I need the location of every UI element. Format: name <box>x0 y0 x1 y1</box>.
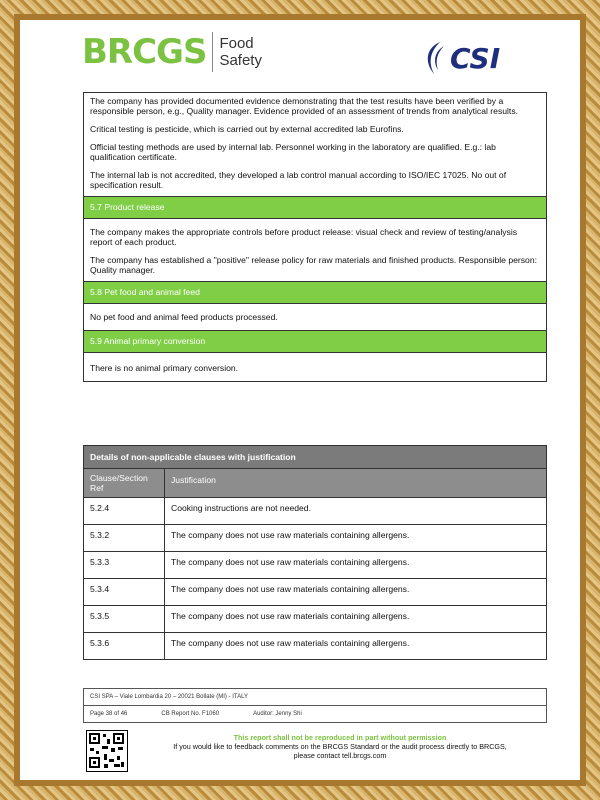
notice-bold: This report shall not be reproduced in part without permission <box>233 733 447 742</box>
non-applicable-title: Details of non-applicable clauses with justification <box>84 446 546 469</box>
clause-ref: 5.2.4 <box>84 498 165 524</box>
clause-justification: The company does not use raw materials containing allergens. <box>171 557 410 567</box>
clause-ref: 5.3.6 <box>84 633 165 659</box>
page-number: Page 38 of 46 <box>90 711 128 717</box>
section-5-7-paragraph: The company has established a "positive" release policy for raw materials and finished products. Responsible person: Quality manager. <box>90 255 538 275</box>
clause-justification: Cooking instructions are not needed. <box>171 503 311 513</box>
brcgs-sub-line1: Food <box>219 35 254 52</box>
report-number: CB Report No. F1060 <box>161 711 220 717</box>
table-row <box>84 579 546 606</box>
section-5-8-text: No pet food and animal feed products processed. <box>90 312 278 322</box>
footer-meta <box>84 706 546 722</box>
intro-paragraph: Official testing methods are used by internal lab. Personnel working in the laboratory are qualified. E.g.: lab qualification certificate. <box>90 142 496 162</box>
table-row <box>84 498 546 525</box>
column-header-ref: Clause/Section Ref <box>84 469 165 497</box>
section-5-7-paragraph: The company makes the appropriate controls before product release: visual check and review of testing/analysis report of each product. <box>90 227 518 247</box>
qr-code-icon <box>86 730 128 772</box>
csi-logo-text: CSI <box>450 41 501 75</box>
csi-swoosh-icon <box>420 40 448 76</box>
section-5-7-header: 5.7 Product release <box>84 197 546 219</box>
logo-separator <box>212 32 213 72</box>
non-applicable-table <box>83 445 547 660</box>
clause-justification: The company does not use raw materials containing allergens. <box>171 611 410 621</box>
notice-line1: If you would like to feedback comments on the BRCGS Standard or the audit process directly to BRCGS, <box>173 742 507 751</box>
clause-ref: 5.3.3 <box>84 552 165 578</box>
section-5-7-body <box>84 219 546 282</box>
csi-logo <box>420 40 500 76</box>
document-page <box>20 20 580 780</box>
table-row <box>84 552 546 579</box>
intro-paragraph: Critical testing is pesticide, which is carried out by external accredited lab Eurofins. <box>90 124 404 134</box>
brcgs-logo-text: BRCGS <box>82 32 207 72</box>
intro-cell <box>84 93 546 197</box>
brcgs-sub-line2: Safety <box>219 52 262 69</box>
auditor-name: Auditor: Jenny Shi <box>253 711 302 717</box>
footer-address: CSI SPA – Viale Lombardia 20 – 20021 Bollate (MI) - ITALY <box>84 689 546 706</box>
clause-ref: 5.3.4 <box>84 579 165 605</box>
section-5-9-body <box>84 353 546 381</box>
reproduction-notice <box>135 733 545 760</box>
notice-line2: please contact tell.brcgs.com <box>293 751 387 760</box>
intro-paragraph: The company has provided documented evidence demonstrating that the test results have been verified by a responsible person, e.g., Quality manager. Evidence provided of an assessment of trends from analytical results. <box>90 96 519 116</box>
section-5-8-body <box>84 304 546 331</box>
clause-table <box>83 92 547 382</box>
table-row <box>84 633 546 659</box>
intro-paragraph: The internal lab is not accredited, they developed a lab control manual according to ISO/IEC 17025. No out of specification result. <box>90 170 507 190</box>
clause-justification: The company does not use raw materials containing allergens. <box>171 530 410 540</box>
section-5-9-header: 5.9 Animal primary conversion <box>84 331 546 353</box>
clause-justification: The company does not use raw materials containing allergens. <box>171 584 410 594</box>
clause-ref: 5.3.2 <box>84 525 165 551</box>
column-header-justification: Justification <box>171 475 216 485</box>
clause-ref: 5.3.5 <box>84 606 165 632</box>
clause-justification: The company does not use raw materials containing allergens. <box>171 638 410 648</box>
non-applicable-column-header <box>84 469 546 498</box>
table-row <box>84 606 546 633</box>
brcgs-logo-subtitle <box>219 35 262 69</box>
section-5-9-text: There is no animal primary conversion. <box>90 363 239 373</box>
brcgs-logo <box>82 32 262 72</box>
table-row <box>84 525 546 552</box>
section-5-8-header: 5.8 Pet food and animal feed <box>84 282 546 304</box>
report-footer <box>83 688 547 723</box>
